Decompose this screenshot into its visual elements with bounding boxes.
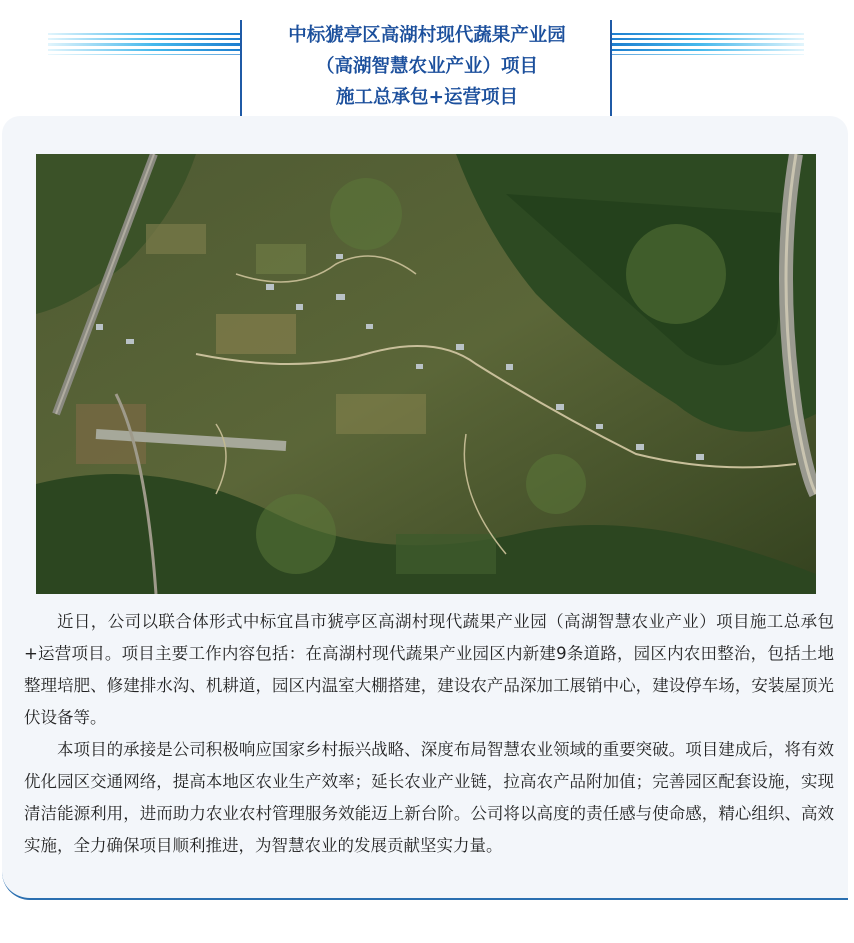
title-line-1: 中标猇亭区高湖村现代蔬果产业园 xyxy=(288,25,566,46)
aerial-photo xyxy=(36,154,816,594)
page-title xyxy=(244,20,610,113)
paragraph-1: 近日，公司以联合体形式中标宜昌市猇亭区高湖村现代蔬果产业园（高湖智慧农业产业）项目施工总承包+运营项目。项目主要工作内容包括：在高湖村现代蔬果产业园区内新建9条道路，园区内农田整治，包括土地整理培肥、修建排水沟、机耕道，园区内温室大棚搭建，建设农产品深加工展销中心，建设停车场，安装屋顶光伏设备等。 xyxy=(24,612,834,727)
decorative-stripes-right xyxy=(612,33,804,55)
paragraph-2: 本项目的承接是公司积极响应国家乡村振兴战略、深度布局智慧农业领域的重要突破。项目建成后，将有效优化园区交通网络，提高本地区农业生产效率；延长农业产业链，拉高农产品附加值；完善园区配套设施，实现清洁能源利用，进而助力农业农村管理服务效能迈上新台阶。公司将以高度的责任感与使命感，精心组织、高效实施，全力确保项目顺利推进，为智慧农业的发展贡献坚实力量。 xyxy=(24,740,834,855)
title-line-2: （高湖智慧农业产业）项目 xyxy=(315,56,538,77)
title-frame-left-line xyxy=(240,20,242,116)
article-body xyxy=(24,606,834,862)
header xyxy=(0,0,854,120)
content-panel xyxy=(2,116,848,900)
title-line-3: 施工总承包+运营项目 xyxy=(335,87,518,108)
decorative-stripes-left xyxy=(48,33,240,55)
title-frame-right-line xyxy=(610,20,612,116)
aerial-photo-icon xyxy=(36,154,816,594)
